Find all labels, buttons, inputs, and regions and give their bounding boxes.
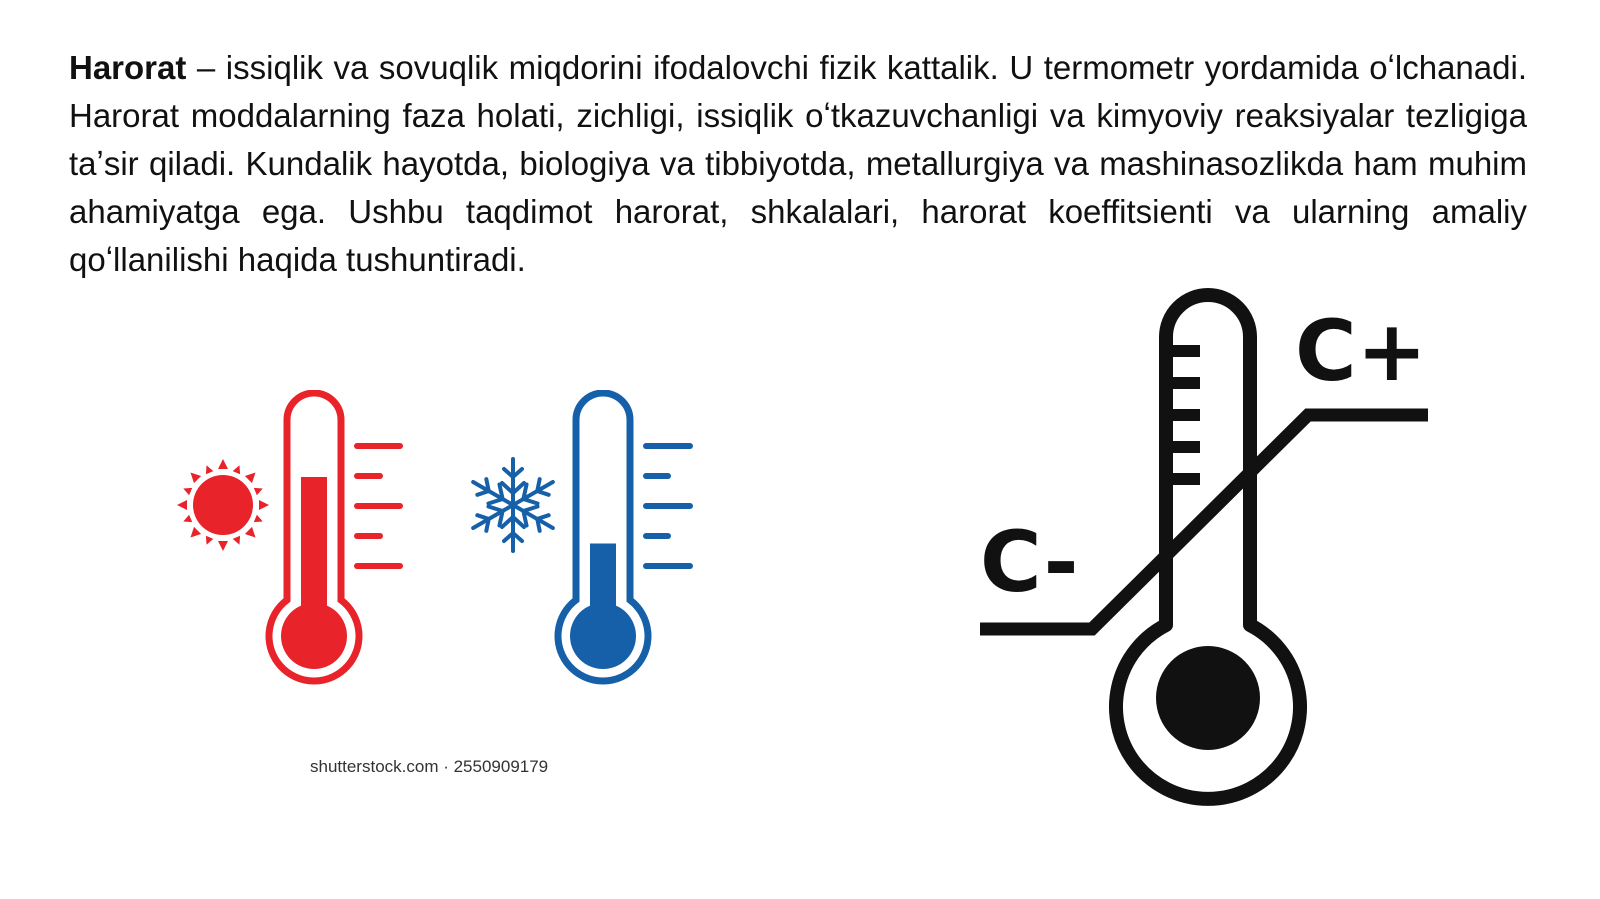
snowflake-icon	[468, 459, 559, 551]
intro-paragraph	[69, 44, 1527, 284]
thermistor-icon	[980, 285, 1460, 825]
hot-thermometer	[269, 393, 400, 681]
hot-bulb	[281, 603, 347, 669]
cold-scale-ticks	[646, 446, 690, 566]
sun-icon	[160, 440, 288, 570]
paragraph-body: – issiqlik va sovuqlik miqdorini ifodalovchi fizik kattalik. U termometr yordamida oʻlchanadi. Harorat moddalarning faza holati, zichligi, issiqlik oʻtkazuvchanligi va kimyoviy reaksiyalar tezligiga taʼsir qiladi. Kundalik hayotda, biologiya va tibbiyotda, metallurgiya va mashinasozlikda ham muhim ahamiyatga ega. Ushbu taqdimot harorat, shkalalari, harorat koeffitsienti va ularning amaliy qoʻllanilishi haqida tushuntiradi.	[69, 49, 1527, 278]
label-c-plus: C+	[1295, 302, 1428, 400]
cold-thermometer	[558, 393, 690, 681]
thermometers-graphic	[160, 390, 720, 810]
cold-bulb	[570, 603, 636, 669]
thermistor-symbol-image	[980, 285, 1460, 825]
hot-scale-ticks	[357, 446, 400, 566]
label-c-minus: C-	[980, 513, 1079, 611]
image-watermark: shutterstock.com · 2550909179	[310, 757, 549, 776]
cold-mercury-column	[590, 544, 616, 611]
thermistor-bulb	[1156, 646, 1260, 750]
hot-mercury-column	[301, 477, 327, 610]
hot-cold-thermometers-image	[160, 390, 720, 810]
term-harorat: Harorat	[69, 49, 187, 86]
